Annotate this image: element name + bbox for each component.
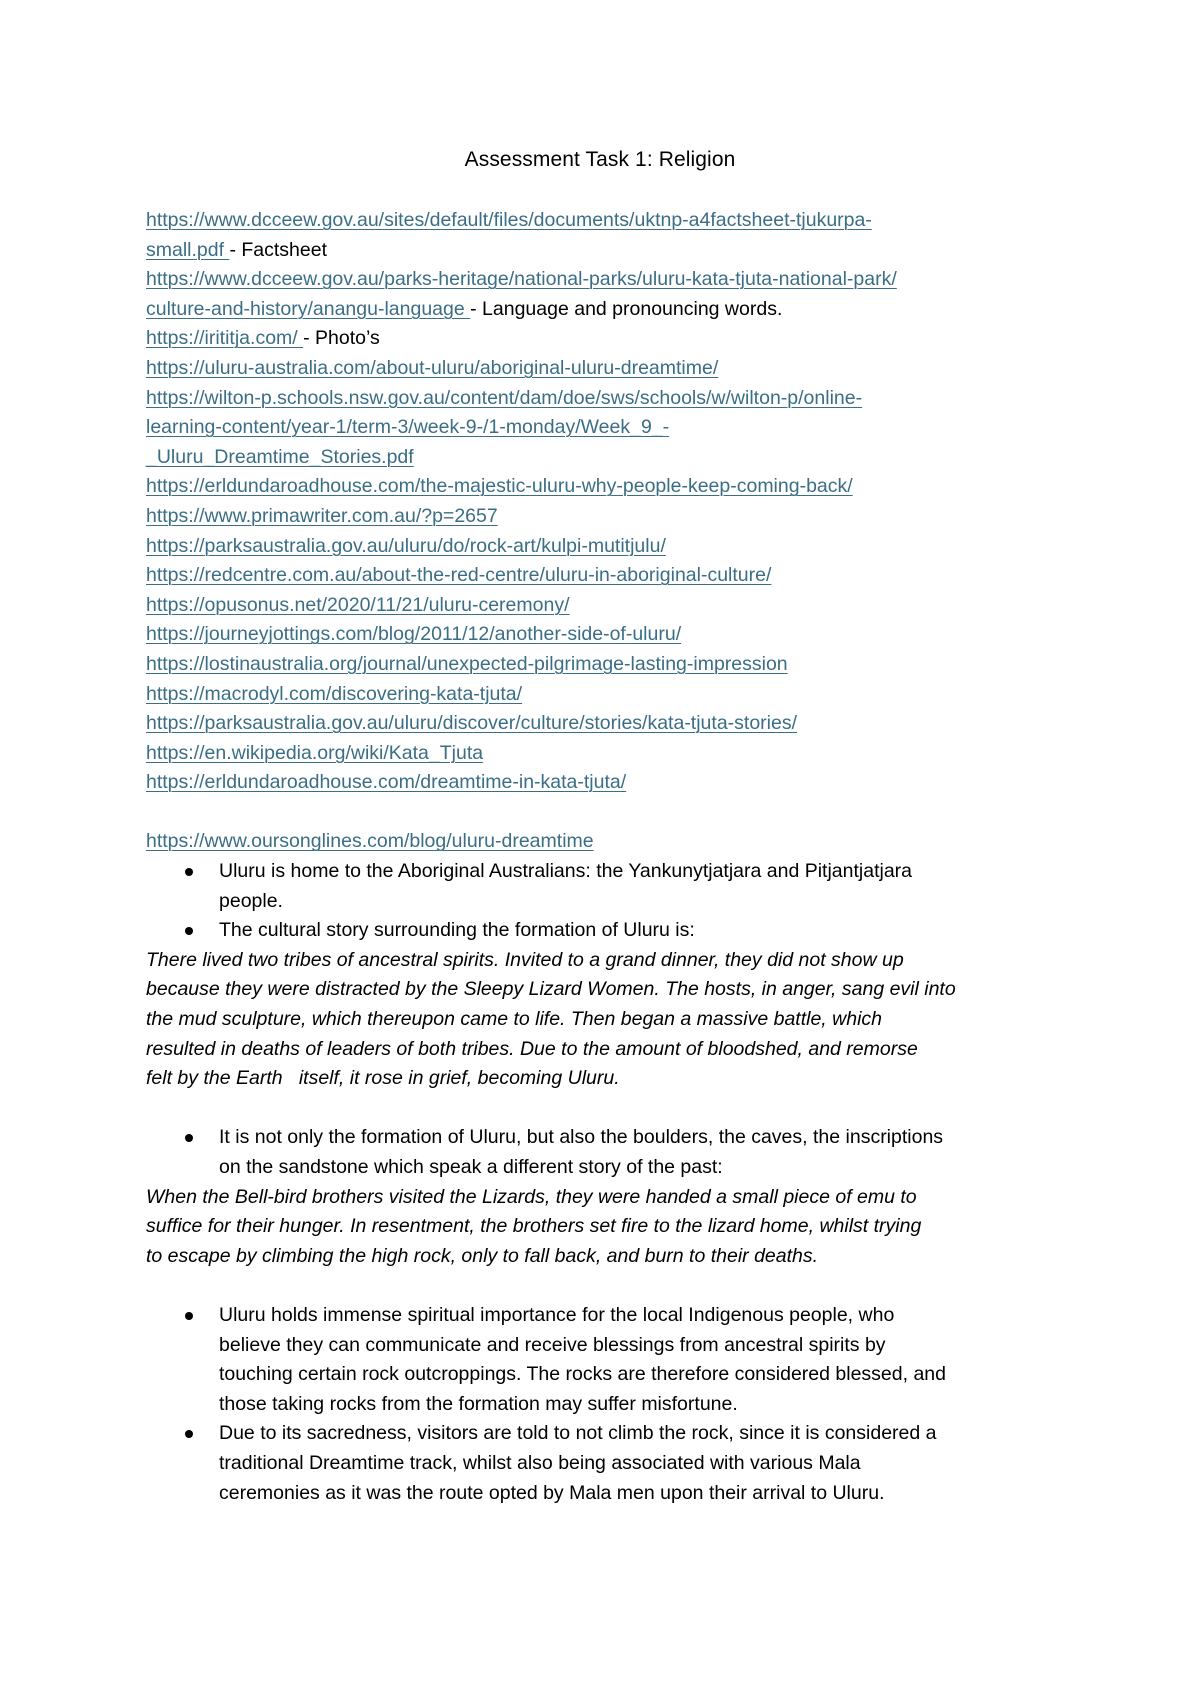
reference-link[interactable]: https://erldundaroadhouse.com/the-majestic-uluru-why-people-keep-coming-back/ (146, 475, 853, 498)
bullet-text: ceremonies as it was the route opted by Mala men upon their arrival to Uluru. (219, 1481, 885, 1504)
bullet-list-1 (146, 857, 1066, 946)
bullet-item (146, 1301, 1066, 1419)
reference-entry (146, 324, 1066, 354)
section-source (146, 827, 1066, 857)
reference-link[interactable]: https://wilton-p.schools.nsw.gov.au/content/dam/doe/sws/schools/w/wilton-p/online- (146, 386, 863, 409)
blank-line (146, 798, 1066, 828)
bullet-icon (185, 868, 193, 876)
reference-link[interactable]: https://lostinaustralia.org/journal/unexpected-pilgrimage-lasting-impression (146, 652, 788, 675)
reference-entry (146, 680, 1066, 710)
bullet-text: people. (219, 889, 283, 912)
reference-link[interactable]: https://macrodyl.com/discovering-kata-tjuta/ (146, 682, 523, 705)
bullet-icon (185, 1312, 193, 1320)
bullet-list-2 (146, 1123, 1066, 1182)
reference-link[interactable]: https://www.dcceew.gov.au/parks-heritage/national-parks/uluru-kata-tjuta-national-park/ (146, 268, 897, 291)
bullet-item (146, 1123, 1066, 1182)
bullet-item (146, 916, 1066, 946)
bullet-item (146, 857, 1066, 916)
reference-link[interactable]: small.pdf (146, 238, 230, 261)
reference-link[interactable]: culture-and-history/anangu-language (146, 297, 471, 320)
reference-entry (146, 532, 1066, 562)
reference-entry (146, 265, 1066, 324)
reference-link[interactable]: https://redcentre.com.au/about-the-red-centre/uluru-in-aboriginal-culture/ (146, 564, 772, 587)
story-line: resulted in deaths of leaders of both tribes. Due to the amount of bloodshed, and remorse (146, 1037, 918, 1060)
blank-line (146, 1271, 1066, 1301)
blank-line (146, 1094, 1066, 1124)
reference-link[interactable]: https://www.primawriter.com.au/?p=2657 (146, 504, 498, 527)
reference-link[interactable]: https://journeyjottings.com/blog/2011/12/another-side-of-uluru/ (146, 623, 682, 646)
reference-link[interactable]: https://uluru-australia.com/about-uluru/aboriginal-uluru-dreamtime/ (146, 356, 719, 379)
bullet-icon (185, 927, 193, 935)
bullet-icon (185, 1134, 193, 1142)
reference-entry (146, 384, 1066, 473)
story-line: felt by the Earth itself, it rose in grief, becoming Uluru. (146, 1067, 620, 1090)
reference-entry (146, 650, 1066, 680)
document-title: Assessment Task 1: Religion (464, 148, 736, 171)
reference-entry (146, 768, 1066, 798)
bullet-text: touching certain rock outcroppings. The rocks are therefore considered blessed, and (219, 1363, 946, 1386)
reference-link[interactable]: https://opusonus.net/2020/11/21/uluru-ceremony/ (146, 593, 570, 616)
bullet-icon (185, 1430, 193, 1438)
bullet-list-3 (146, 1301, 1066, 1508)
reference-description: - Language and pronouncing words. (470, 297, 783, 320)
reference-link[interactable]: https://parksaustralia.gov.au/uluru/do/rock-art/kulpi-mutitjulu/ (146, 534, 666, 557)
bullet-text: on the sandstone which speak a different story of the past: (219, 1156, 723, 1178)
reference-link[interactable]: https://irititja.com/ (146, 327, 304, 350)
bullet-text: Due to its sacredness, visitors are told to not climb the rock, since it is considered a (219, 1422, 937, 1445)
bullet-text: Uluru holds immense spiritual importance for the local Indigenous people, who (219, 1303, 895, 1326)
story-line: There lived two tribes of ancestral spirits. Invited to a grand dinner, they did not show up (146, 948, 904, 971)
story-line: because they were distracted by the Sleepy Lizard Women. The hosts, in anger, sang evil into (146, 978, 956, 1001)
story-paragraph (146, 1183, 1066, 1272)
reference-entry (146, 354, 1066, 384)
reference-entry (146, 561, 1066, 591)
reference-link-list (146, 206, 1066, 798)
reference-entry (146, 206, 1066, 265)
reference-entry (146, 591, 1066, 621)
reference-link[interactable]: _Uluru_Dreamtime_Stories.pdf (146, 445, 414, 468)
bullet-text: It is not only the formation of Uluru, but also the boulders, the caves, the inscriptions (219, 1126, 944, 1149)
story-line: to escape by climbing the high rock, only to fall back, and burn to their deaths. (146, 1244, 819, 1267)
story-paragraph (146, 946, 1066, 1094)
reference-link[interactable]: https://en.wikipedia.org/wiki/Kata_Tjuta (146, 741, 484, 764)
reference-entry (146, 739, 1066, 769)
bullet-item (146, 1419, 1066, 1508)
reference-entry (146, 502, 1066, 532)
reference-link[interactable]: https://erldundaroadhouse.com/dreamtime-in-kata-tjuta/ (146, 771, 627, 794)
document-body (146, 206, 1066, 1508)
reference-link[interactable]: https://www.dcceew.gov.au/sites/default/files/documents/uktnp-a4factsheet-tjukurpa- (146, 209, 872, 231)
bullet-text: those taking rocks from the formation may suffer misfortune. (219, 1392, 738, 1415)
reference-entry (146, 472, 1066, 502)
bullet-text: believe they can communicate and receive blessings from ancestral spirits by (219, 1333, 886, 1356)
reference-entry (146, 620, 1066, 650)
story-line: When the Bell-bird brothers visited the Lizards, they were handed a small piece of emu to (146, 1185, 917, 1208)
section-source-link[interactable]: https://www.oursonglines.com/blog/uluru-dreamtime (146, 830, 594, 853)
reference-link[interactable]: learning-content/year-1/term-3/week-9-/1-monday/Week_9_- (146, 416, 670, 439)
bullet-text: The cultural story surrounding the formation of Uluru is: (219, 919, 695, 942)
reference-description: - Factsheet (229, 238, 327, 261)
reference-entry (146, 709, 1066, 739)
bullet-text: Uluru is home to the Aboriginal Australians: the Yankunytjatjara and Pitjantjatjara (219, 860, 913, 883)
reference-description: - Photo’s (303, 327, 380, 350)
story-line: the mud sculpture, which thereupon came to life. Then began a massive battle, which (146, 1008, 882, 1031)
story-line: suffice for their hunger. In resentment, the brothers set fire to the lizard home, whilst trying (146, 1215, 922, 1238)
reference-link[interactable]: https://parksaustralia.gov.au/uluru/discover/culture/stories/kata-tjuta-stories/ (146, 712, 798, 735)
bullet-text: traditional Dreamtime track, whilst also being associated with various Mala (219, 1451, 861, 1474)
